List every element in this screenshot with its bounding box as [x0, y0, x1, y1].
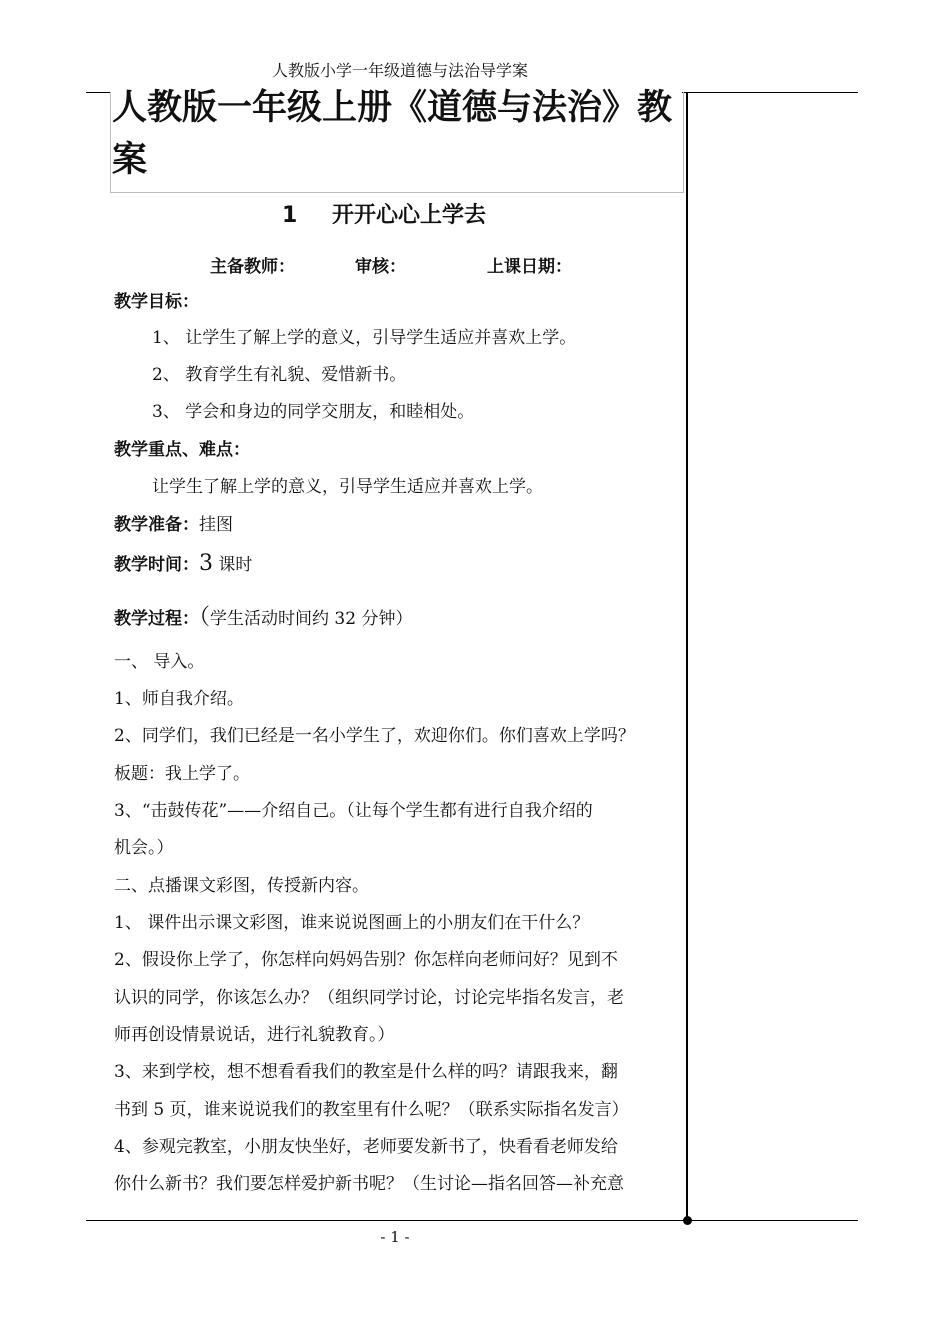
objectives-label: 教学目标：: [114, 292, 199, 312]
date-label: 上课日期：: [487, 257, 572, 277]
time-label: 教学时间：: [114, 555, 199, 575]
process-text-line: 2、假设你上学了，你怎样向妈妈告别？你怎样向老师问好？见到不: [114, 950, 618, 970]
lesson-number: 1: [282, 203, 298, 228]
lesson-heading: [282, 198, 486, 229]
meta-line: [210, 252, 572, 277]
process-text-line: 3、“击鼓传花”——介绍自己。（让每个学生都有进行自我介绍的: [114, 801, 593, 821]
objective-item: 1、 让学生了解上学的意义，引导学生适应并喜欢上学。: [152, 328, 577, 348]
key-points-text: 让学生了解上学的意义，引导学生适应并喜欢上学。: [152, 477, 543, 497]
process-text-line: 1、 课件出示课文彩图，谁来说说图画上的小朋友们在干什么？: [114, 913, 590, 933]
preparation-value: 挂图: [199, 515, 233, 535]
time-number: 3: [199, 551, 213, 576]
process-text-line: 二、点播课文彩图，传授新内容。: [114, 876, 369, 896]
time-line: [114, 550, 252, 576]
bottom-rule: [86, 1220, 858, 1221]
process-text-line: 4、参观完教室，小朋友快坐好，老师要发新书了，快看看老师发给: [114, 1137, 618, 1157]
process-text-line: 机会。）: [114, 838, 174, 858]
process-paren: （: [199, 605, 211, 630]
document-title: 人教版一年级上册《道德与法治》教案: [112, 88, 673, 180]
preparation-line: [114, 510, 233, 535]
process-line: [114, 600, 412, 631]
key-points-label: 教学重点、难点：: [114, 440, 250, 460]
top-rule-right: [682, 92, 858, 93]
process-text-line: 一、 导入。: [114, 652, 205, 672]
process-text-line: 认识的同学，你该怎么办？（组织同学讨论，讨论完毕指名发言，老: [114, 988, 624, 1008]
vertical-margin-rule: [686, 92, 688, 1222]
process-text-line: 2、同学们，我们已经是一名小学生了，欢迎你们。你们喜欢上学吗？: [114, 726, 635, 746]
running-header: 人教版小学一年级道德与法治导学案: [271, 61, 528, 80]
objective-item: 2、 教育学生有礼貌、爱惜新书。: [152, 365, 407, 385]
objective-item: 3、 学会和身边的同学交朋友，和睦相处。: [152, 402, 475, 422]
bottom-rule-dot: [683, 1216, 692, 1225]
process-text-line: 书到 5 页，谁来说说我们的教室里有什么呢？（联系实际指名发言）: [114, 1100, 629, 1120]
process-note: 学生活动时间约 32 分钟）: [210, 609, 413, 629]
process-text-line: 师再创设情景说话，进行礼貌教育。）: [114, 1025, 395, 1045]
page-number: - 1 -: [380, 1228, 410, 1246]
review-label: 审核：: [355, 257, 406, 277]
top-rule-left: [86, 92, 110, 93]
teacher-label: 主备教师：: [210, 257, 295, 277]
time-unit: 课时: [218, 555, 253, 575]
lesson-name: 开开心心上学去: [332, 203, 487, 228]
process-text-line: 板题：我上学了。: [114, 764, 250, 784]
process-label: 教学过程：: [114, 609, 199, 629]
preparation-label: 教学准备：: [114, 515, 199, 535]
process-text-line: 你什么新书？我们要怎样爱护新书呢？（生讨论—指名回答—补充意: [114, 1174, 624, 1194]
process-text-line: 3、来到学校，想不想看看我们的教室是什么样的吗？请跟我来，翻: [114, 1062, 618, 1082]
process-text-line: 1、师自我介绍。: [114, 689, 244, 709]
